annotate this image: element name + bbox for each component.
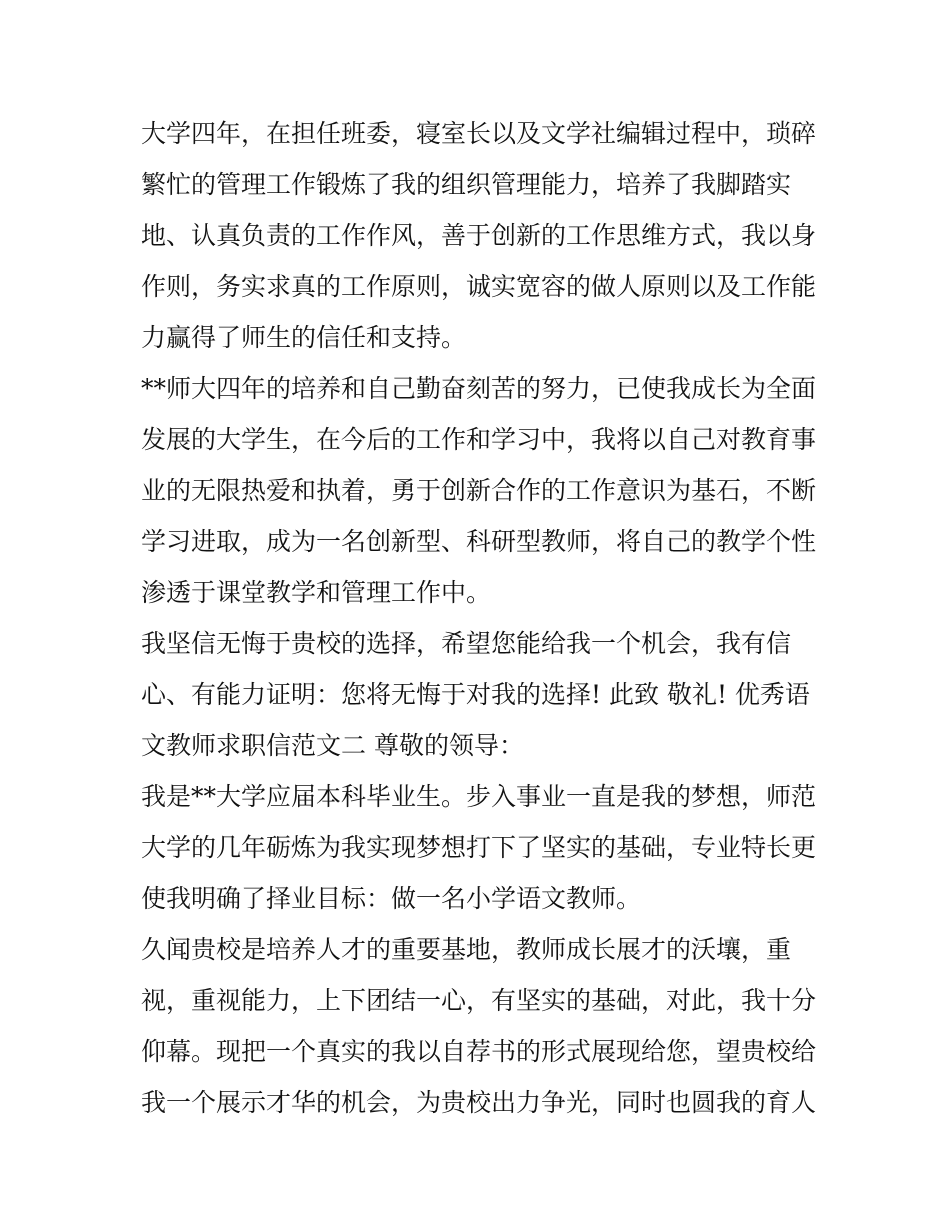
- text-line: 久闻贵校是培养人才的重要基地，教师成长展才的沃壤，重: [141, 935, 792, 964]
- text-line: 仰幕。现把一个真实的我以自荐书的形式展现给您，望贵校给: [141, 1037, 817, 1066]
- paragraph-1: [141, 108, 821, 363]
- document-body: [141, 108, 821, 1128]
- text-line: 大学四年，在担任班委，寝室长以及文学社编辑过程中，琐碎: [141, 119, 817, 148]
- text-line: 我坚信无悔于贵校的选择，希望您能给我一个机会，我有信: [141, 629, 792, 658]
- text-line: 视，重视能力，上下团结一心，有坚实的基础，对此，我十分: [141, 986, 817, 1015]
- text-line: 我是**大学应届本科毕业生。步入事业一直是我的梦想，师范: [141, 782, 817, 811]
- text-line: 使我明确了择业目标：做一名小学语文教师。: [141, 884, 642, 913]
- text-line: **师大四年的培养和自己勤奋刻苦的努力，已使我成长为全面: [141, 374, 817, 403]
- paragraph-5: [141, 924, 821, 1128]
- text-line: 地、认真负责的工作作风，善于创新的工作思维方式，我以身: [141, 221, 817, 250]
- text-line: 力赢得了师生的信任和支持。: [141, 323, 467, 352]
- text-line: 大学的几年砺炼为我实现梦想打下了坚实的基础，专业特长更: [141, 833, 817, 862]
- text-line: 作则，务实求真的工作原则，诚实宽容的做人原则以及工作能: [141, 272, 817, 301]
- text-line: 渗透于课堂教学和管理工作中。: [141, 578, 492, 607]
- text-line: 业的无限热爱和执着，勇于创新合作的工作意识为基石，不断: [141, 476, 817, 505]
- text-line: 文教师求职信范文二 尊敬的领导：: [141, 731, 524, 760]
- paragraph-4: [141, 771, 821, 924]
- text-line: 发展的大学生，在今后的工作和学习中，我将以自己对教育事: [141, 425, 817, 454]
- text-line: 学习进取，成为一名创新型、科研型教师，将自己的教学个性: [141, 527, 817, 556]
- text-line: 我一个展示才华的机会，为贵校出力争光，同时也圆我的育人: [141, 1088, 817, 1117]
- text-line: 心、有能力证明：您将无悔于对我的选择! 此致 敬礼! 优秀语: [141, 680, 810, 709]
- text-line: 繁忙的管理工作锻炼了我的组织管理能力，培养了我脚踏实: [141, 170, 792, 199]
- paragraph-2: [141, 363, 821, 618]
- paragraph-3: [141, 618, 821, 771]
